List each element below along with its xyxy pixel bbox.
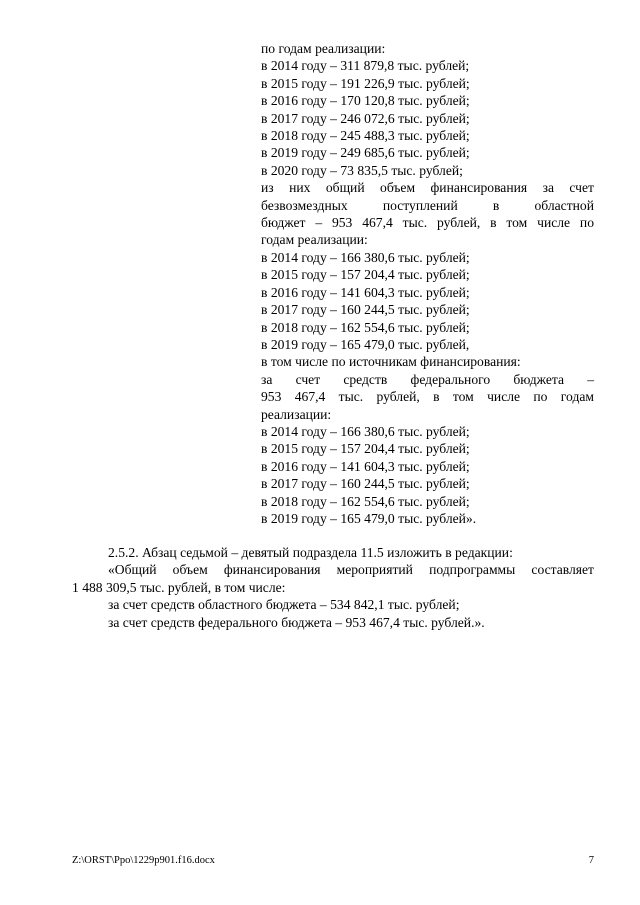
financing-column (261, 40, 594, 527)
column-line: в 2018 году – 162 554,6 тыс. рублей; (261, 493, 470, 509)
column-line: в 2016 году – 170 120,8 тыс. рублей; (261, 93, 470, 109)
quote-line: «Общий объем финансирования мероприятий подпрограммы составляет (108, 562, 594, 578)
column-line: в 2018 году – 162 554,6 тыс. рублей; (261, 319, 470, 335)
amendment-block (72, 544, 594, 631)
column-line: в 2019 году – 165 479,0 тыс. рублей, (261, 336, 470, 352)
column-line: в 2018 году – 245 488,3 тыс. рублей; (261, 128, 470, 144)
column-line: в 2015 году – 191 226,9 тыс. рублей; (261, 75, 470, 91)
footer-file-path: Z:\ORST\Ppo\1229p901.f16.docx (72, 855, 215, 866)
column-line: бюджет – 953 467,4 тыс. рублей, в том числе по (261, 215, 594, 231)
column-line: из них общий объем финансирования за счет (261, 180, 594, 196)
column-line: в 2015 году – 157 204,4 тыс. рублей; (261, 267, 470, 283)
page-number: 7 (588, 855, 594, 866)
column-line: реализации: (261, 406, 332, 422)
column-line: в 2017 году – 160 244,5 тыс. рублей; (261, 302, 470, 318)
column-line: за счет средств федерального бюджета – (261, 371, 594, 387)
column-line: в 2014 году – 166 380,6 тыс. рублей; (261, 423, 470, 439)
regional-budget-line: за счет средств областного бюджета – 534 842,1 тыс. рублей; (108, 597, 460, 613)
column-line: годам реализации: (261, 232, 368, 248)
quote-paragraph (72, 561, 594, 596)
column-line: в 2017 году – 160 244,5 тыс. рублей; (261, 476, 470, 492)
column-line: в 2019 году – 165 479,0 тыс. рублей». (261, 510, 477, 526)
column-line: в 2017 году – 246 072,6 тыс. рублей; (261, 110, 470, 126)
column-line: в 2014 году – 311 879,8 тыс. рублей; (261, 58, 470, 74)
column-line: в 2015 году – 157 204,4 тыс. рублей; (261, 441, 470, 457)
column-line: по годам реализации: (261, 41, 386, 56)
column-line: в 2016 году – 141 604,3 тыс. рублей; (261, 458, 470, 474)
column-line: в 2019 году – 249 685,6 тыс. рублей; (261, 145, 470, 161)
quote-line: 1 488 309,5 тыс. рублей, в том числе: (72, 579, 286, 595)
amendment-heading: 2.5.2. Абзац седьмой – девятый подраздела 11.5 изложить в редакции: (108, 545, 513, 560)
federal-budget-line: за счет средств федерального бюджета – 953 467,4 тыс. рублей.». (108, 614, 485, 630)
column-line: в 2014 году – 166 380,6 тыс. рублей; (261, 249, 470, 265)
column-line: в том числе по источникам финансирования: (261, 354, 521, 370)
column-line: 953 467,4 тыс. рублей, в том числе по годам (261, 389, 594, 405)
column-line: в 2016 году – 141 604,3 тыс. рублей; (261, 284, 470, 300)
column-line: безвозмездных поступлений в областной (261, 197, 594, 213)
column-line: в 2020 году – 73 835,5 тыс. рублей; (261, 162, 463, 178)
